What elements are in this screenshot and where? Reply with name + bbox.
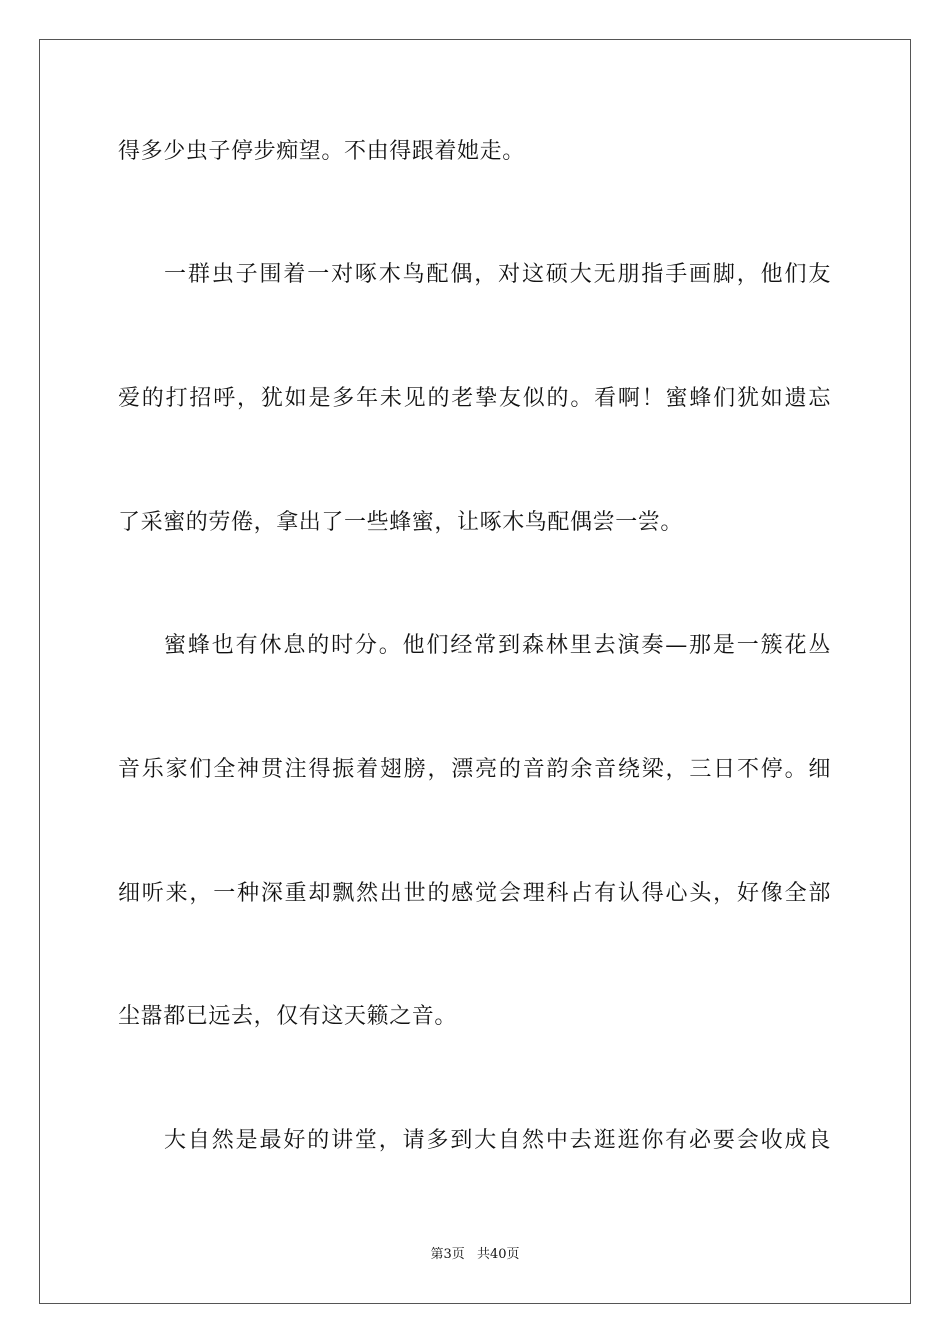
text-line-8: 尘嚣都已远去，仅有这天籁之音。	[118, 1004, 458, 1029]
text-line-4: 了采蜜的劳倦，拿出了一些蜂蜜，让啄木鸟配偶尝一尝。	[118, 510, 684, 535]
text-line-7: 细听来，一种深重却飘然出世的感觉会理科占有认得心头，好像全部	[118, 881, 831, 906]
page-total: 共40页	[476, 1247, 520, 1262]
text-line-1: 得多少虫子停步痴望。不由得跟着她走。	[118, 139, 525, 164]
page-number: 第3页	[430, 1247, 465, 1262]
text-line-9: 大自然是最好的讲堂，请多到大自然中去逛逛你有必要会收成良	[164, 1128, 831, 1153]
page-footer	[0, 1245, 950, 1265]
text-line-6: 音乐家们全神贯注得振着翅膀，漂亮的音韵余音绕梁，三日不停。细	[118, 757, 831, 782]
text-line-2: 一群虫子围着一对啄木鸟配偶，对这硕大无朋指手画脚，他们友	[164, 262, 831, 287]
text-line-5: 蜜蜂也有休息的时分。他们经常到森林里去演奏—那是一簇花丛	[164, 633, 831, 658]
text-line-3: 爱的打招呼，犹如是多年未见的老挚友似的。看啊！蜜蜂们犹如遗忘	[118, 386, 831, 411]
page-border	[39, 39, 911, 1304]
